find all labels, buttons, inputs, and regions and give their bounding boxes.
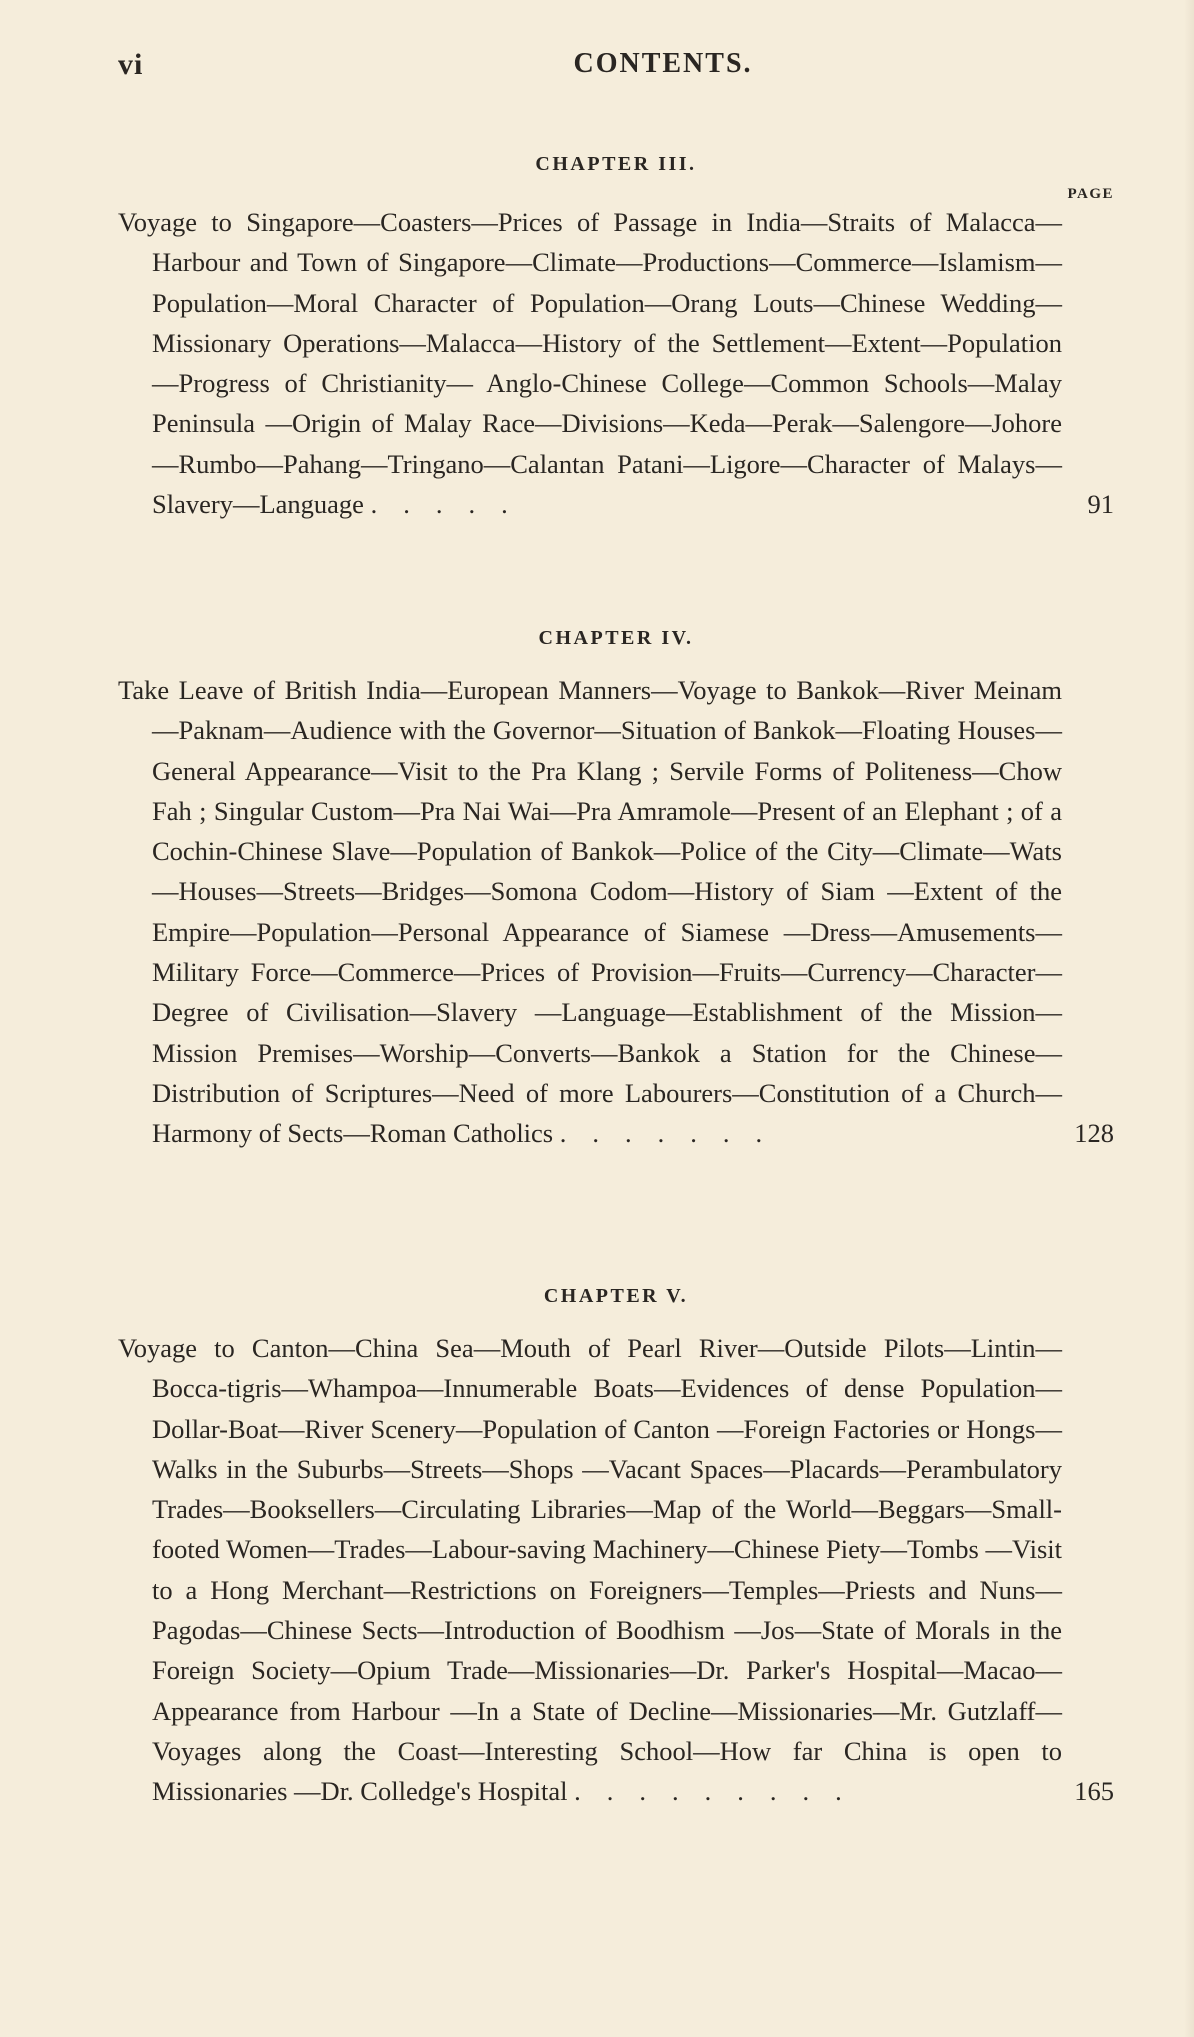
page-folio: vi <box>118 48 144 81</box>
chapter-heading: CHAPTER III. <box>535 153 697 175</box>
page-title: CONTENTS. <box>573 48 753 79</box>
chapter-4-section <box>118 622 1114 1154</box>
dot-leaders: ....... <box>559 1118 789 1149</box>
chapter-summary <box>118 202 1114 524</box>
chapter-heading: CHAPTER V. <box>543 1285 689 1307</box>
dot-leaders: ..... <box>370 489 534 520</box>
chapter-5-section <box>118 1280 1114 1812</box>
page-number: 165 <box>1074 1776 1114 1807</box>
page-edge-shadow <box>1184 0 1194 2037</box>
page-number: 91 <box>1087 489 1114 520</box>
summary-text: Voyage to Singapore—Coasters—Prices of Passage in India—Straits of Malacca—Harbour and Town of Singapore—Climate—Productions—Commerce—Islamism—Population—Moral Character of Population—Orang Louts—Chinese Wedding—Missionary Operations—Malacca—History of the Settlement—Extent—Population—Progress of Christianity— Anglo-Chinese College—Common Schools—Malay Peninsula —Origin of Malay Race—Divisions—Keda—Perak—Salengore—Johore—Rumbo—Pahang—Tringano—Calantan Patani—Ligore—Character of Malays—Slavery—Language <box>118 207 1062 520</box>
chapter-summary <box>118 1328 1114 1812</box>
chapter-summary <box>118 670 1114 1154</box>
page-column-label: PAGE <box>1067 186 1114 202</box>
page-number: 128 <box>1074 1118 1114 1149</box>
dot-leaders: ......... <box>574 1776 868 1807</box>
chapter-heading: CHAPTER IV. <box>538 627 694 649</box>
summary-text: Voyage to Canton—China Sea—Mouth of Pearl River—Outside Pilots—Lintin—Bocca-tigris—Whampoa—Innumerable Boats—Evidences of dense Population—Dollar-Boat—River Scenery—Population of Canton —Foreign Factories or Hongs—Walks in the Suburbs—Streets—Shops —Vacant Spaces—Placards—Perambulatory Trades—Booksellers—Circulating Libraries—Map of the World—Beggars—Small-footed Women—Trades—Labour-saving Machinery—Chinese Piety—Tombs —Visit to a Hong Merchant—Restrictions on Foreigners—Temples—Priests and Nuns—Pagodas—Chinese Sects—Introduction of Boodhism —Jos—State of Morals in the Foreign Society—Opium Trade—Missionaries—Dr. Parker's Hospital—Macao—Appearance from Harbour —In a State of Decline—Missionaries—Mr. Gutzlaff—Voyages along the Coast—Interesting School—How far China is open to Missionaries —Dr. Colledge's Hospital <box>118 1333 1062 1807</box>
running-head <box>118 48 1118 88</box>
summary-text: Take Leave of British India—European Manners—Voyage to Bankok—River Meinam—Paknam—Audience with the Governor—Situation of Bankok—Floating Houses—General Appearance—Visit to the Pra Klang ; Servile Forms of Politeness—Chow Fah ; Singular Custom—Pra Nai Wai—Pra Amramole—Present of an Elephant ; of a Cochin-Chinese Slave—Population of Bankok—Police of the City—Climate—Wats—Houses—Streets—Bridges—Somona Codom—History of Siam —Extent of the Empire—Population—Personal Appearance of Siamese —Dress—Amusements—Military Force—Commerce—Prices of Provision—Fruits—Currency—Character—Degree of Civilisation—Slavery —Language—Establishment of the Mission—Mission Premises—Worship—Converts—Bankok a Station for the Chinese—Distribution of Scriptures—Need of more Labourers—Constitution of a Church—Harmony of Sects—Roman Catholics <box>118 675 1062 1149</box>
chapter-3-section <box>118 148 1114 524</box>
